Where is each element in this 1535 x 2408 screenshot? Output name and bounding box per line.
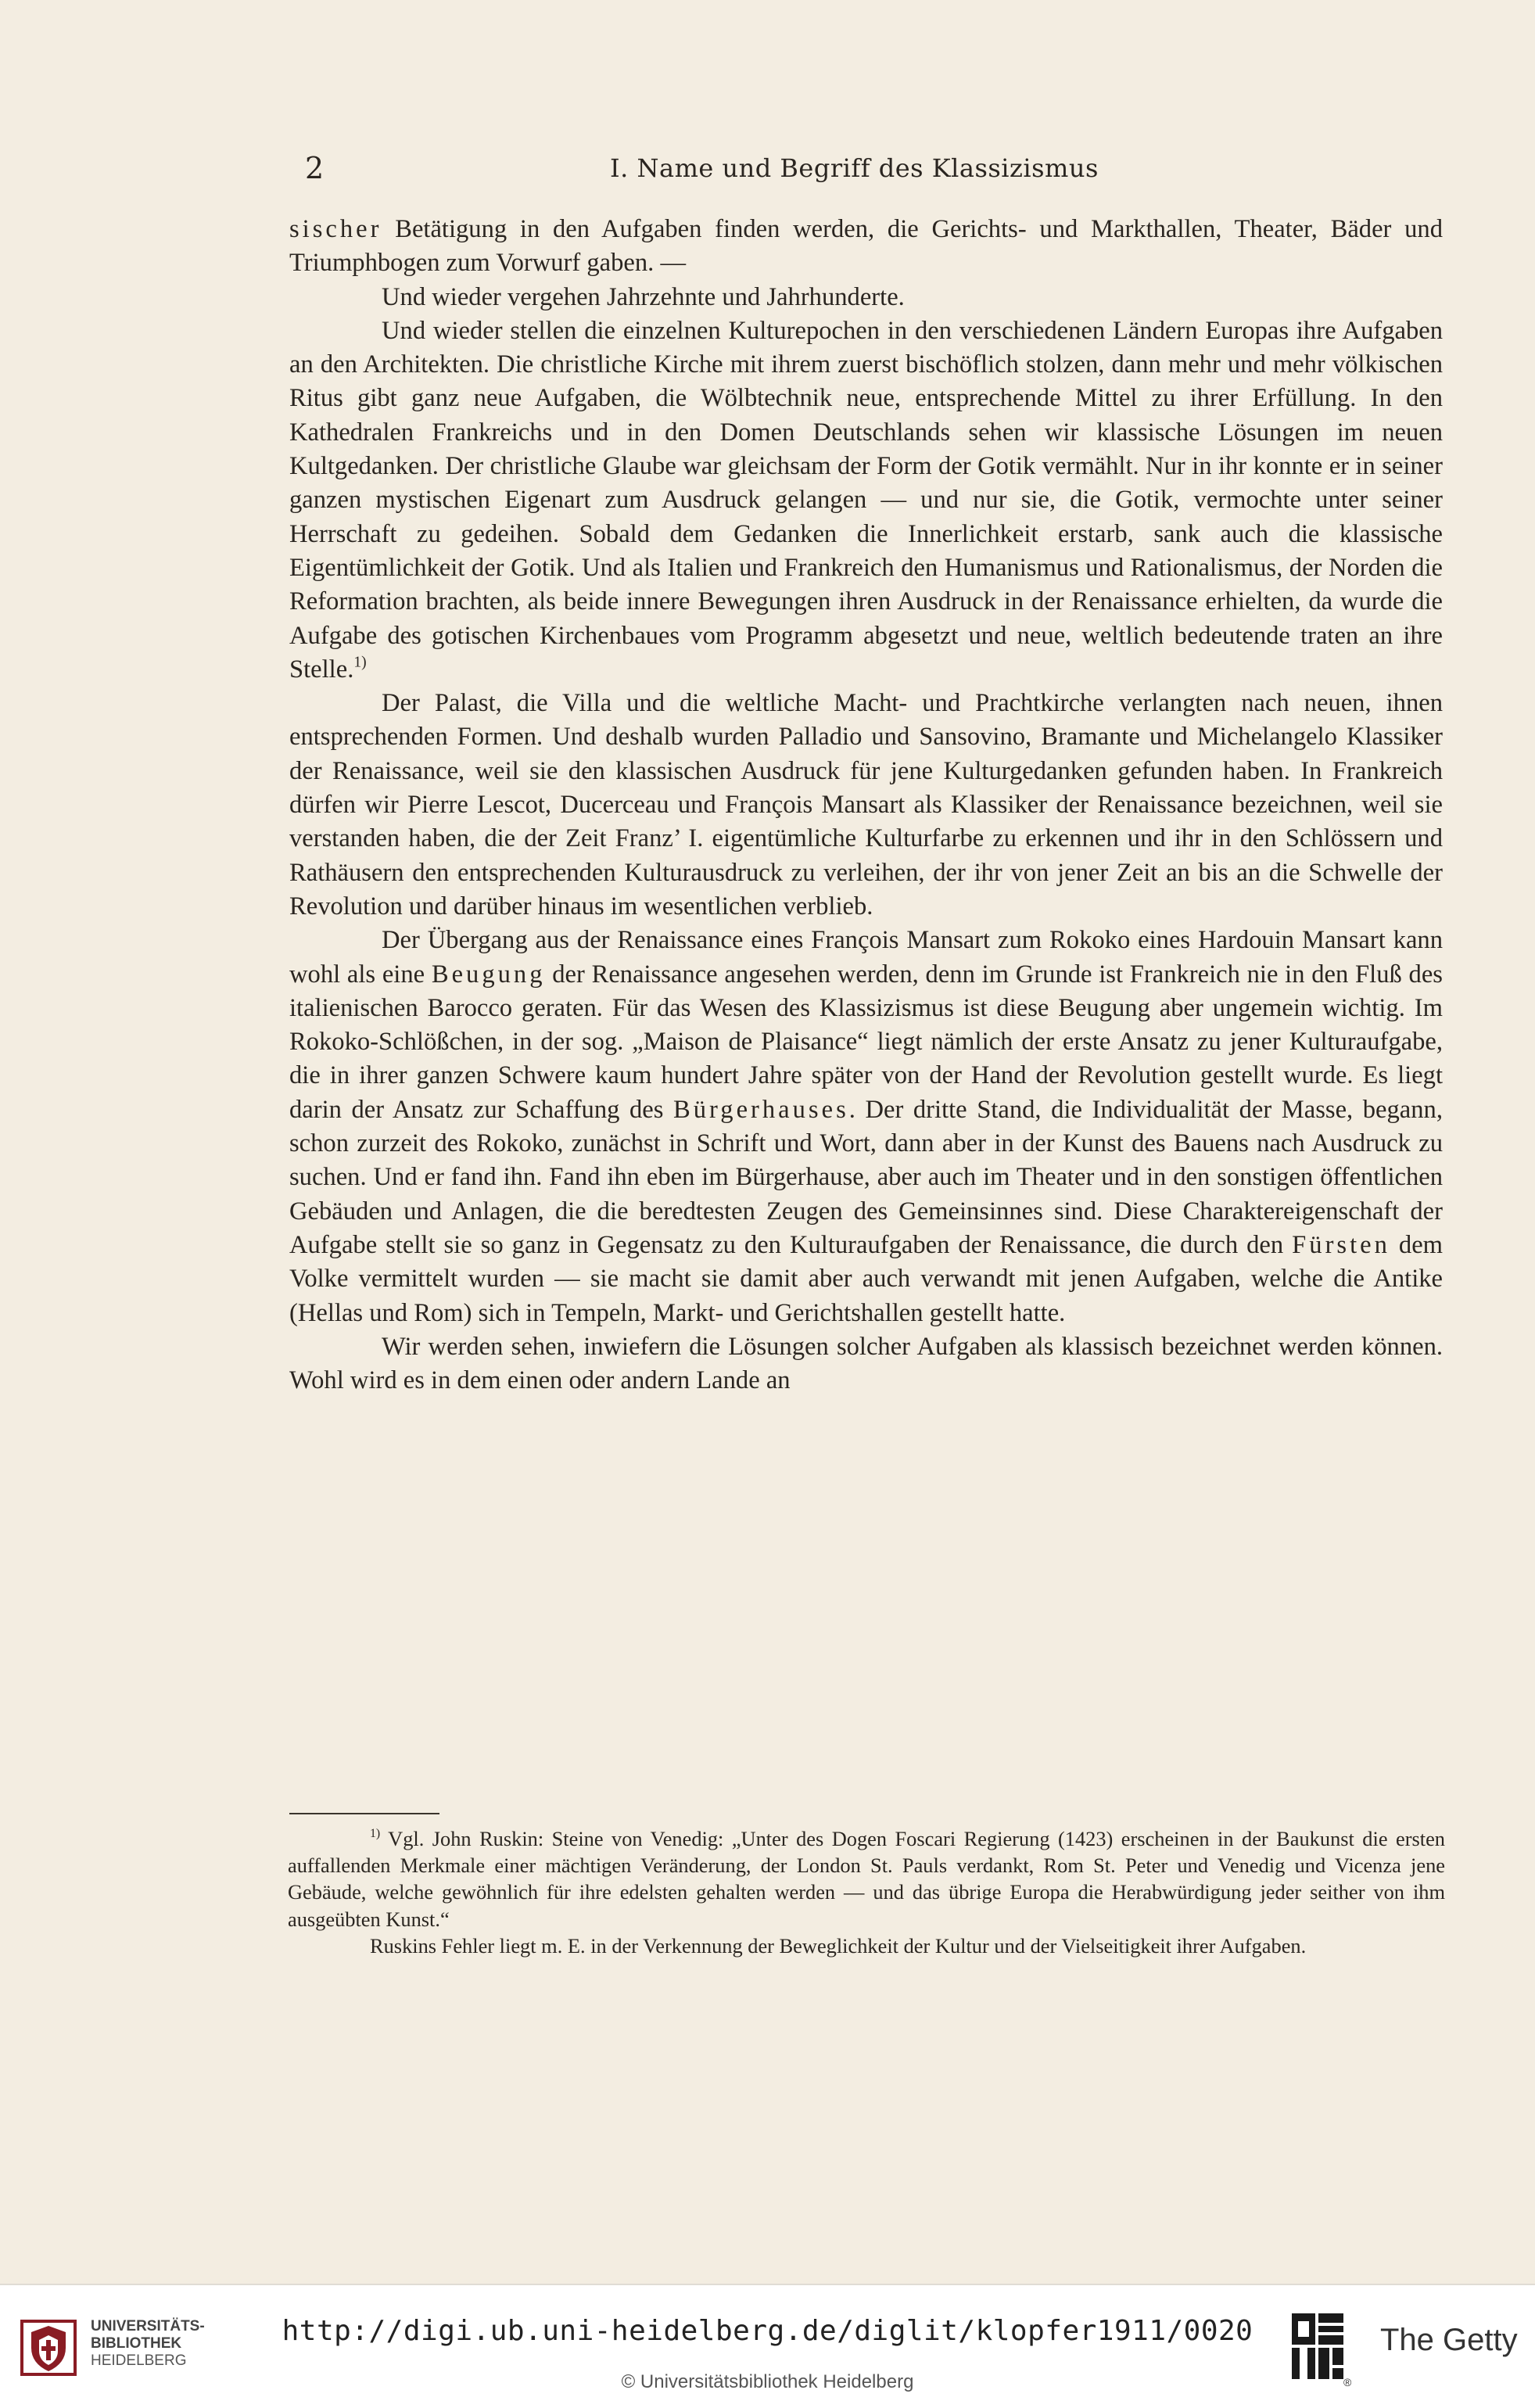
paragraph-3 xyxy=(289,314,1443,687)
footnote-1-text: Vgl. John Ruskin: Steine von Venedig: „Unter des Dogen Foscari Regierung (1423) erscheinen in der Baukunst die ersten auffallenden Merkmale einer mächtigen Veränderung, der London St. Pauls verdankt, Rom St. Peter und Venedig und Vicenza jene Gebäude, welche gewöhnlich für ihre edelsten gehalten werden — und das übrige Europa die Herabwürdigung jeder seither von ihm ausgeübten Kunst.“ xyxy=(288,1827,1445,1931)
paragraph-5-text-a: Der Übergang aus der Renaissance eines François Mansart zum Rokoko eines Hardouin Mansart kann wohl als eine xyxy=(289,926,1443,989)
paragraph-3-text: Und wieder stellen die einzelnen Kulturepochen in den verschiedenen Ländern Europas ihre Aufgaben an den Architekten. Die christliche Kirche mit ihrem zuerst bischöflich stolzen, dann mehr und mehr völkischen Ritus gibt ganz neue Aufgaben, die Wölbtechnik neue, entsprechende Mittel zu ihrer Erfüllung. In den Kathedralen Frankreichs und in den Domen Deutschlands sehen wir klassische Lösungen im neuen Kultgedanken. Der christliche Glaube war gleichsam der Form der Gotik vermählt. Nur in ihr konnte er in seiner ganzen mystischen Eigenart zum Ausdruck gelangen — und nur sie, die Gotik, vermochte unter seiner Herrschaft zu gedeihen. Sobald dem Gedanken die Innerlichkeit erstarb, sank auch die klassische Eigentümlichkeit der Gotik. Und als Italien und Frankreich den Humanismus und Rationalismus, der Norden die Reformation brachten, als beide innere Bewegungen ihren Ausdruck in der Renaissance erhielten, da wurde die Aufgabe des gotischen Kirchenbaues vom Programm abgesetzt und neue, weltlich bedeutende traten an ihre Stelle. xyxy=(289,316,1443,684)
spaced-word-beugung: Beugung xyxy=(431,960,546,989)
page-number: 2 xyxy=(305,151,325,185)
footnote-divider xyxy=(289,1813,439,1814)
paragraph-1 xyxy=(289,213,1443,281)
spaced-word-buergerhauses: Bürgerhauses xyxy=(673,1095,849,1124)
footnote-1 xyxy=(288,1825,1445,1933)
viewer-footer xyxy=(0,2284,1535,2408)
spaced-word: sischer xyxy=(289,215,382,243)
paragraph-5-text-d: dem Volke vermittelt wurden — sie macht sie damit aber auch verwandt mit jenen Aufgaben, welche die Antike (Hellas und Rom) sich in Tempeln, Markt- und Gerichtshallen gestellt hatte. xyxy=(289,1230,1443,1327)
paragraph-5-text-b: der Renaissance angesehen werden, denn im Grunde ist Frankreich nie in den Fluß des italienischen Barocco geraten. Für das Wesen des Klassizismus ist diese Beugung aber ungemein wichtig. Im Rokoko-Schlößchen, in der sog. „Maison de Plaisance“ liegt nämlich der erste Ansatz zu jener Kulturaufgabe, die in ihrer ganzen Schwere kaum hundert Jahre später von der Hand der Revolution gestellt wurde. Es liegt darin der Ansatz zur Schaffung des xyxy=(289,960,1443,1124)
footnote-2: Ruskins Fehler liegt m. E. in der Verkennung der Beweglichkeit der Kultur und der Vielseitigkeit ihrer Aufgaben. xyxy=(370,1933,1307,1958)
footnote-marker: 1) xyxy=(370,1826,381,1840)
paragraph-5-text-c: . Der dritte Stand, die Individualität der Masse, begann, schon zurzeit des Rokoko, zunächst in Schrift und Wort, dann aber in der Kunst des Bauens nach Ausdruck zu suchen. Und er fand ihn. Fand ihn eben im Bürgerhause, aber auch im Theater und in den sonstigen öffentlichen Gebäuden und Anlagen, die die beredtesten Zeugen des Gemeinsinnes sind. Diese Charaktereigenschaft der Aufgabe stellt sie so ganz in Gegensatz zu den Kulturaufgaben der Renaissance, die durch den xyxy=(289,1095,1443,1259)
paragraph-1-text: Betätigung in den Aufgaben finden werden, die Gerichts- und Markthallen, Theater, Bäder und Triumphbogen zum Vorwurf gaben. — xyxy=(289,215,1443,278)
registered-mark: ® xyxy=(1343,2376,1352,2388)
paragraph-6: Wir werden sehen, inwiefern die Lösungen solcher Aufgaben als klassisch bezeichnet werden können. Wohl wird es in dem einen oder andern Lande an xyxy=(289,1332,1443,1395)
running-head: I. Name und Begriff des Klassizismus xyxy=(610,153,1099,183)
getty-logo-icon[interactable] xyxy=(1290,2312,1345,2381)
page-header xyxy=(305,149,1447,188)
library-name-line-2: BIBLIOTHEK xyxy=(91,2335,182,2352)
paragraph-5 xyxy=(289,924,1443,1330)
footnotes xyxy=(288,1825,1445,1959)
body-text xyxy=(289,213,1443,1398)
permalink-url[interactable]: http://digi.ub.uni-heidelberg.de/diglit/klopfer1911/0020 xyxy=(282,2315,1253,2347)
footnote-reference[interactable]: 1) xyxy=(353,654,367,671)
copyright-notice: © Universitätsbibliothek Heidelberg xyxy=(621,2371,914,2392)
library-name-line-1: UNIVERSITÄTS- xyxy=(91,2318,205,2334)
paragraph-4: Der Palast, die Villa und die weltliche Macht- und Prachtkirche verlangten nach neuen, ihnen entsprechenden Formen. Und deshalb wurden Palladio und Sansovino, Bramante und Michelangelo Klassiker der Renaissance, weil sie den klassischen Ausdruck für jene Kulturgedanken gefunden haben. In Frankreich dürfen wir Pierre Lescot, Ducerceau und François Mansart als Klassiker der Renaissance bezeichnen, weil sie verstanden haben, die der Zeit Franz’ I. eigentümliche Kulturfarbe zu erkennen und ihr in den Schlössern und Rathäusern den entsprechenden Kulturausdruck zu verleihen, der ihr von jener Zeit an bis an die Schwelle der Revolution und darüber hinaus im wesentlichen verblieb. xyxy=(289,689,1443,920)
paragraph-2: Und wieder vergehen Jahrzehnte und Jahrhunderte. xyxy=(382,282,905,311)
library-name-line-3: HEIDELBERG xyxy=(91,2352,187,2369)
getty-label[interactable]: The Getty xyxy=(1380,2323,1518,2357)
spaced-word-fuersten: Fürsten xyxy=(1292,1230,1390,1259)
